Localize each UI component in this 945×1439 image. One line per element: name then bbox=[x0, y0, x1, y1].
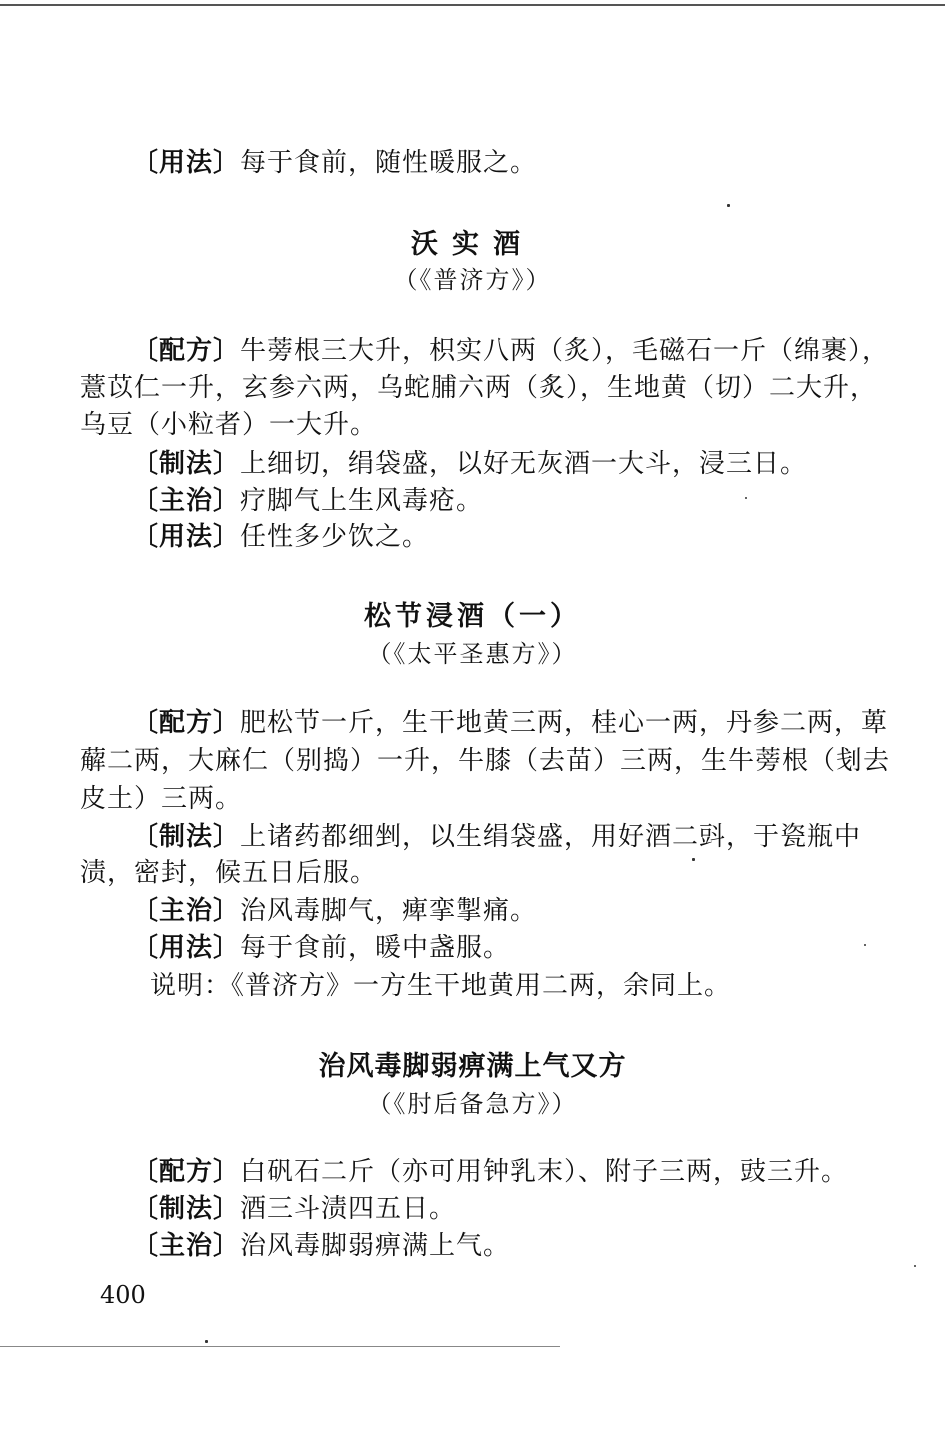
scan-speck bbox=[692, 858, 695, 861]
zhuzhi-line-1 bbox=[132, 484, 483, 518]
section-source-1: （《普济方》） bbox=[393, 266, 552, 294]
peifang-text: 白矾石二斤（亦可用钟乳末）、附子三两，豉三升。 bbox=[240, 1157, 849, 1187]
peifang-line-2b: 薢二两，大麻仁（别捣）一升，牛膝（去苗）三两，生牛蒡根（刬去 bbox=[80, 746, 891, 776]
page-number: 400 bbox=[100, 1281, 146, 1309]
zhifa-tag: 〔制法〕 bbox=[132, 822, 241, 852]
zhuzhi-text: 治风毒脚气，痺挛掣痛。 bbox=[240, 896, 538, 926]
bottom-rule bbox=[0, 1346, 560, 1347]
top-rule bbox=[0, 4, 945, 6]
scan-speck bbox=[727, 204, 730, 207]
yongfa-text: 每于食前，暖中盏服。 bbox=[240, 933, 511, 963]
zhifa-tag: 〔制法〕 bbox=[132, 449, 241, 479]
zhuzhi-tag: 〔主治〕 bbox=[132, 486, 241, 516]
peifang-line-1c: 乌豆（小粒者）一大升。 bbox=[80, 410, 378, 440]
zhuzhi-line-2 bbox=[132, 894, 537, 928]
peifang-text: 牛蒡根三大升，枳实八两（炙），毛磁石一斤（绵裹）， bbox=[240, 336, 890, 366]
zhifa-line-3 bbox=[132, 1192, 456, 1226]
yongfa-tag: 〔用法〕 bbox=[132, 933, 241, 963]
peifang-line-2a bbox=[132, 706, 888, 740]
section-source-3: （《肘后备急方》） bbox=[367, 1090, 578, 1118]
peifang-line-2c: 皮土）三两。 bbox=[80, 784, 243, 814]
yongfa-text: 每于食前，随性暖服之。 bbox=[240, 148, 538, 178]
zhifa-line-2b: 渍，密封，候五日后服。 bbox=[80, 858, 378, 888]
peifang-tag: 〔配方〕 bbox=[132, 708, 241, 738]
zhifa-text: 上诸药都细剉，以生绢袋盛，用好酒二㪷，于瓷瓶中 bbox=[240, 822, 862, 852]
section-source-2: （《太平圣惠方》） bbox=[367, 640, 578, 668]
peifang-text: 肥松节一斤，生干地黄三两，桂心一两，丹参二两，萆 bbox=[240, 708, 889, 738]
section-title-songjie: 松节浸酒（一） bbox=[364, 601, 581, 632]
zhifa-line-1 bbox=[132, 447, 807, 481]
zhuzhi-line-3 bbox=[132, 1229, 510, 1263]
peifang-line-3 bbox=[132, 1155, 848, 1189]
section-title-woshijiu: 沃实酒 bbox=[411, 229, 534, 260]
zhifa-text: 酒三斗渍四五日。 bbox=[240, 1194, 457, 1224]
scan-speck bbox=[864, 944, 866, 946]
yongfa-tag: 〔用法〕 bbox=[132, 522, 241, 552]
scan-speck bbox=[914, 1265, 916, 1267]
peifang-tag: 〔配方〕 bbox=[132, 336, 241, 366]
yongfa-line-2 bbox=[132, 931, 510, 965]
peifang-line-1a bbox=[132, 334, 889, 368]
zhuzhi-tag: 〔主治〕 bbox=[132, 1231, 241, 1261]
zhifa-text: 上细切，绢袋盛，以好无灰酒一大斗，浸三日。 bbox=[240, 449, 808, 479]
zhifa-line-2a bbox=[132, 820, 861, 854]
scan-speck bbox=[205, 1340, 208, 1343]
yongfa-line-1 bbox=[132, 520, 429, 554]
peifang-line-1b: 薏苡仁一升，玄参六两，乌蛇脯六两（炙），生地黄（切）二大升， bbox=[80, 373, 878, 403]
note-line: 说明：《普济方》一方生干地黄用二两，余同上。 bbox=[150, 971, 732, 1001]
yongfa-line-0 bbox=[132, 146, 537, 180]
peifang-tag: 〔配方〕 bbox=[132, 1157, 241, 1187]
zhuzhi-tag: 〔主治〕 bbox=[132, 896, 241, 926]
zhifa-tag: 〔制法〕 bbox=[132, 1194, 241, 1224]
scan-speck bbox=[745, 497, 747, 499]
zhuzhi-text: 治风毒脚弱痹满上气。 bbox=[240, 1231, 511, 1261]
yongfa-tag: 〔用法〕 bbox=[132, 148, 241, 178]
zhuzhi-text: 疗脚气上生风毒疮。 bbox=[240, 486, 484, 516]
section-title-zhifengdu: 治风毒脚弱痹满上气又方 bbox=[318, 1051, 627, 1082]
yongfa-text: 任性多少饮之。 bbox=[240, 522, 430, 552]
